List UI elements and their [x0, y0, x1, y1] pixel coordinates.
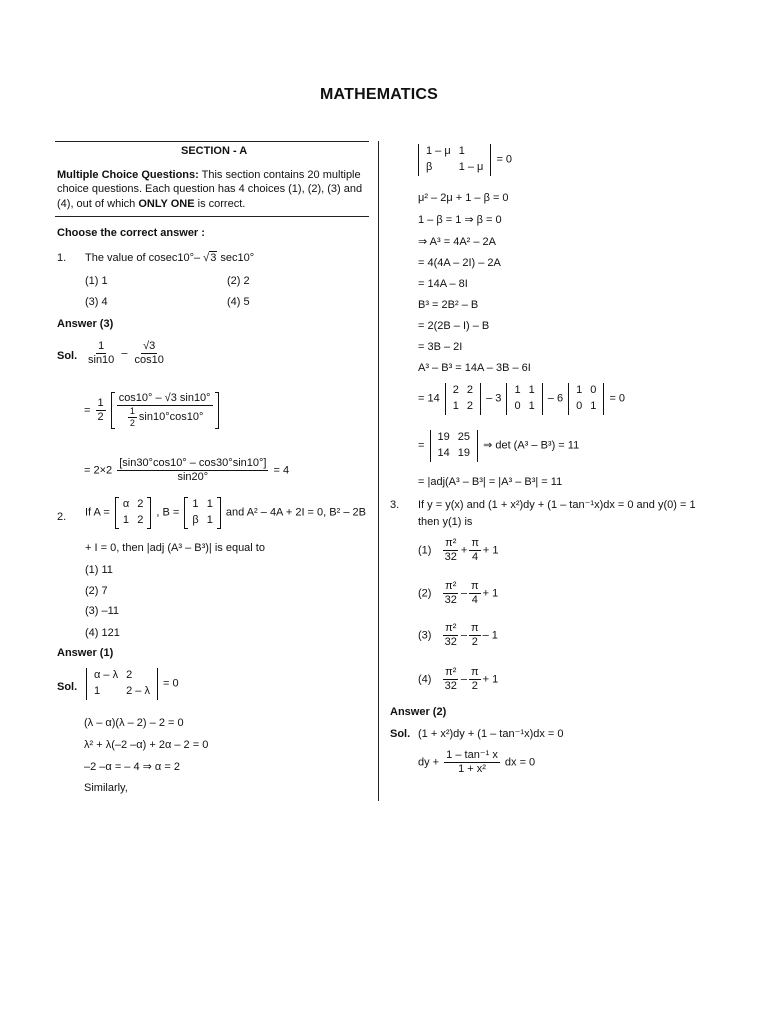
q2-sol-line: (λ – α)(λ – 2) – 2 = 0 [84, 717, 184, 729]
cell: 1 – μ [426, 145, 451, 157]
frac-num: 1 [96, 397, 106, 411]
cell: 1 [458, 145, 465, 157]
operator: + [460, 544, 468, 557]
q2-sol-line: = 14A – 8I [418, 278, 468, 290]
option-label: (1) [418, 544, 432, 557]
q1-option-2: (2) 2 [227, 275, 250, 287]
q1-answer: Answer (3) [57, 318, 114, 330]
frac-den [124, 406, 205, 429]
operator: – [460, 587, 467, 600]
frac-num: π² [443, 580, 458, 594]
q2-comma: , B = [156, 506, 180, 519]
q2-sol-line: λ² + λ(–2 –α) + 2α – 2 = 0 [84, 739, 209, 751]
operator: – 3 [486, 392, 502, 405]
frac [117, 457, 268, 484]
q1-option-1: (1) 1 [85, 275, 108, 287]
frac-den: 2 [97, 410, 104, 423]
cell: 19 [457, 446, 470, 459]
intro-rule [55, 216, 369, 217]
cell: 0 [576, 399, 583, 412]
cell: 1 [452, 399, 459, 412]
cell: 1 [576, 384, 583, 396]
cell: 19 [437, 431, 450, 443]
frac-num: √3 [141, 340, 157, 354]
frac [443, 666, 459, 693]
q3-option-3 [418, 622, 498, 649]
matrix [430, 430, 479, 462]
frac [133, 340, 166, 367]
option-label: (2) [418, 587, 432, 600]
page-title: MATHEMATICS [320, 86, 439, 103]
q1-option-4: (4) 5 [227, 296, 250, 308]
q2-option-3: (3) –11 [85, 605, 120, 617]
q2-sol-det1 [84, 668, 179, 700]
q2-text-line2: + I = 0, then |adj (A³ – B³)| is equal to [85, 542, 265, 554]
q2-option-2: (2) 7 [85, 585, 108, 597]
equals-zero: = 0 [163, 677, 179, 690]
frac-num: π² [443, 666, 458, 680]
frac-num: π [469, 580, 481, 594]
q2-sol-line: A³ – B³ = 14A – 3B – 6I [418, 362, 531, 374]
cell: 1 [528, 399, 535, 412]
tail: – 1 [482, 629, 498, 642]
cell: 1 – μ [458, 160, 484, 173]
frac [469, 580, 481, 607]
q2-sol-line: = 4(4A – 2I) – 2A [418, 257, 501, 269]
frac [469, 622, 481, 649]
operator: – 6 [547, 392, 564, 405]
q3-option-2 [418, 580, 498, 607]
frac-num: 1 – tan⁻¹ x [444, 749, 500, 763]
q3-sol-line1: (1 + x²)dy + (1 – tan⁻¹x)dx = 0 [418, 728, 564, 740]
section-intro [57, 168, 369, 211]
q2-sol-line: ⇒ A³ = 4A² – 2A [418, 236, 497, 248]
option-label: (4) [418, 673, 432, 686]
cell: 2 [126, 669, 133, 681]
cell: 25 [457, 431, 470, 443]
cell: 1 [192, 498, 199, 510]
q2-matrix-equation [418, 383, 625, 415]
q3-number: 3. [390, 499, 400, 511]
intro-bold: Multiple Choice Questions: [57, 169, 199, 181]
frac-den: 4 [471, 594, 478, 607]
frac-den: 32 [444, 594, 457, 607]
q1-sol-line1 [84, 340, 168, 367]
option-label: (3) [418, 629, 432, 642]
frac [117, 392, 213, 429]
cell: 2 [137, 498, 144, 510]
frac [444, 749, 500, 776]
cell: 1 [206, 513, 213, 526]
frac-den: 4 [472, 551, 479, 564]
q3-answer: Answer (2) [390, 706, 447, 718]
q2-option-1: (1) 11 [85, 564, 113, 576]
frac-num: 1 [96, 340, 106, 354]
frac [443, 537, 459, 564]
suffix: = 4 [273, 464, 290, 477]
q2-sol-line: = 3B – 2I [418, 341, 463, 353]
suffix: dx = 0 [504, 756, 536, 769]
q1-option-3: (3) 4 [85, 296, 108, 308]
cell: α [122, 498, 130, 510]
q2-sol-label: Sol. [57, 681, 78, 693]
q2-sol-det2 [416, 144, 512, 176]
section-heading: SECTION - A [181, 145, 248, 157]
frac-num: π² [443, 537, 458, 551]
top-rule [55, 141, 369, 142]
matrix [568, 383, 604, 415]
tail: + 1 [482, 544, 499, 557]
frac-den: 32 [444, 636, 457, 649]
cell: 2 [466, 399, 474, 412]
frac-num: π [469, 537, 481, 551]
q1-number: 1. [57, 252, 67, 264]
frac-den: sin20° [177, 471, 209, 484]
q3-option-1 [418, 537, 499, 564]
prefix: = [418, 439, 425, 452]
choose-instruction: Choose the correct answer : [57, 227, 205, 239]
minus-sign: – [121, 347, 128, 360]
frac-num: 1 [129, 406, 135, 417]
q2-condition: and A² – 4A + 2I = 0, B² – 2B [225, 506, 366, 519]
column-divider [378, 141, 379, 801]
q2-text-line1 [85, 497, 366, 529]
q2-number: 2. [57, 511, 67, 523]
frac-den: 1 + x² [458, 763, 486, 776]
frac-den: sin10 [88, 354, 115, 367]
frac [443, 622, 459, 649]
frac-den: 32 [444, 551, 457, 564]
frac-num: π [469, 666, 481, 680]
q1-text-b: sec10° [217, 252, 255, 264]
frac [86, 340, 116, 367]
cell: 14 [437, 446, 450, 459]
intro-text: This section contains 20 multiple choice questions. Each question has 4 choices (1), (2), (3) and (4), out of which [57, 169, 363, 210]
q3-text2: then y(1) is [418, 516, 473, 528]
frac [128, 406, 137, 429]
q1-sol-label: Sol. [57, 350, 78, 362]
cell: β [192, 513, 199, 526]
prefix: dy + [418, 756, 440, 769]
tail: + 1 [482, 587, 499, 600]
frac [443, 580, 459, 607]
operator: – [460, 629, 467, 642]
bracket [111, 392, 219, 429]
q2-det-result [418, 430, 579, 462]
determinant [86, 668, 158, 700]
intro-end: is correct. [194, 197, 246, 210]
q1-root: 3 [210, 252, 217, 264]
cell: 1 [590, 399, 597, 412]
q2-final: = |adj(A³ – B³| = |A³ – B³| = 11 [418, 476, 563, 488]
tail: + 1 [482, 673, 499, 686]
cell: 2 [466, 384, 474, 396]
matrix [445, 383, 481, 415]
q2-sol-line: 1 – β = 1 ⇒ β = 0 [418, 214, 502, 226]
matrix-b [184, 497, 220, 529]
q2-sol-line: = 2(2B – I) – B [418, 320, 490, 332]
frac-den: cos10 [134, 354, 164, 367]
cell: 2 [137, 513, 144, 526]
cell: 1 [94, 684, 101, 697]
frac [96, 397, 106, 424]
q2-sol-line: –2 –α = – 4 ⇒ α = 2 [84, 761, 180, 773]
q3-text: If y = y(x) and (1 + x²)dy + (1 – tan⁻¹x)dx = 0 and y(0) = 1 [418, 499, 696, 511]
q1-text-a: The value of cosec10°– [85, 252, 204, 264]
cell: 1 [528, 384, 535, 396]
q2-sol-line: B³ = 2B² – B [418, 299, 479, 311]
q3-option-4 [418, 666, 498, 693]
frac-den: 2 [471, 636, 478, 649]
frac-den: 32 [444, 680, 457, 693]
frac-num: [sin30°cos10° – cos30°sin10°] [117, 457, 268, 471]
equals-zero: = 0 [609, 392, 626, 405]
matrix-a [115, 497, 151, 529]
q3-sol-line2 [418, 749, 535, 776]
frac-den: 2 [129, 417, 135, 428]
q2-sol-line: Similarly, [84, 782, 128, 794]
q2-answer: Answer (1) [57, 647, 114, 659]
q1-sol-line2 [84, 392, 219, 429]
cell: 1 [122, 513, 129, 526]
cell: 2 – λ [126, 684, 150, 697]
q2-if: If A = [85, 506, 110, 519]
prefix: = 2×2 [84, 464, 113, 477]
cell: 1 [514, 384, 521, 396]
suffix: ⇒ det (A³ – B³) = 11 [483, 439, 580, 452]
frac [469, 537, 481, 564]
cell: 0 [590, 384, 597, 396]
frac-num: cos10° – √3 sin10° [117, 392, 213, 406]
equals: = [84, 404, 91, 417]
frac-den: 2 [471, 680, 478, 693]
q2-sol-line: μ² – 2μ + 1 – β = 0 [418, 192, 509, 204]
cell: 0 [514, 399, 521, 412]
q2-option-4: (4) 121 [85, 627, 120, 639]
operator: – [460, 673, 467, 686]
frac [469, 666, 481, 693]
frac-den-text: sin10°cos10° [138, 411, 204, 424]
frac-num: π² [443, 622, 458, 636]
determinant [418, 144, 491, 176]
q1-text: The value of cosec10°– √3 sec10° [85, 252, 255, 264]
frac-num: π [469, 622, 481, 636]
prefix: = 14 [418, 392, 440, 405]
cell: α – λ [94, 669, 119, 681]
cell: 1 [206, 498, 213, 510]
q1-sol-line3 [84, 457, 289, 484]
intro-only-one: ONLY ONE [138, 197, 195, 210]
cell: 2 [452, 384, 459, 396]
q3-sol-label: Sol. [390, 728, 411, 740]
equals-zero: = 0 [496, 153, 513, 166]
matrix [506, 383, 542, 415]
cell: β [426, 160, 433, 173]
